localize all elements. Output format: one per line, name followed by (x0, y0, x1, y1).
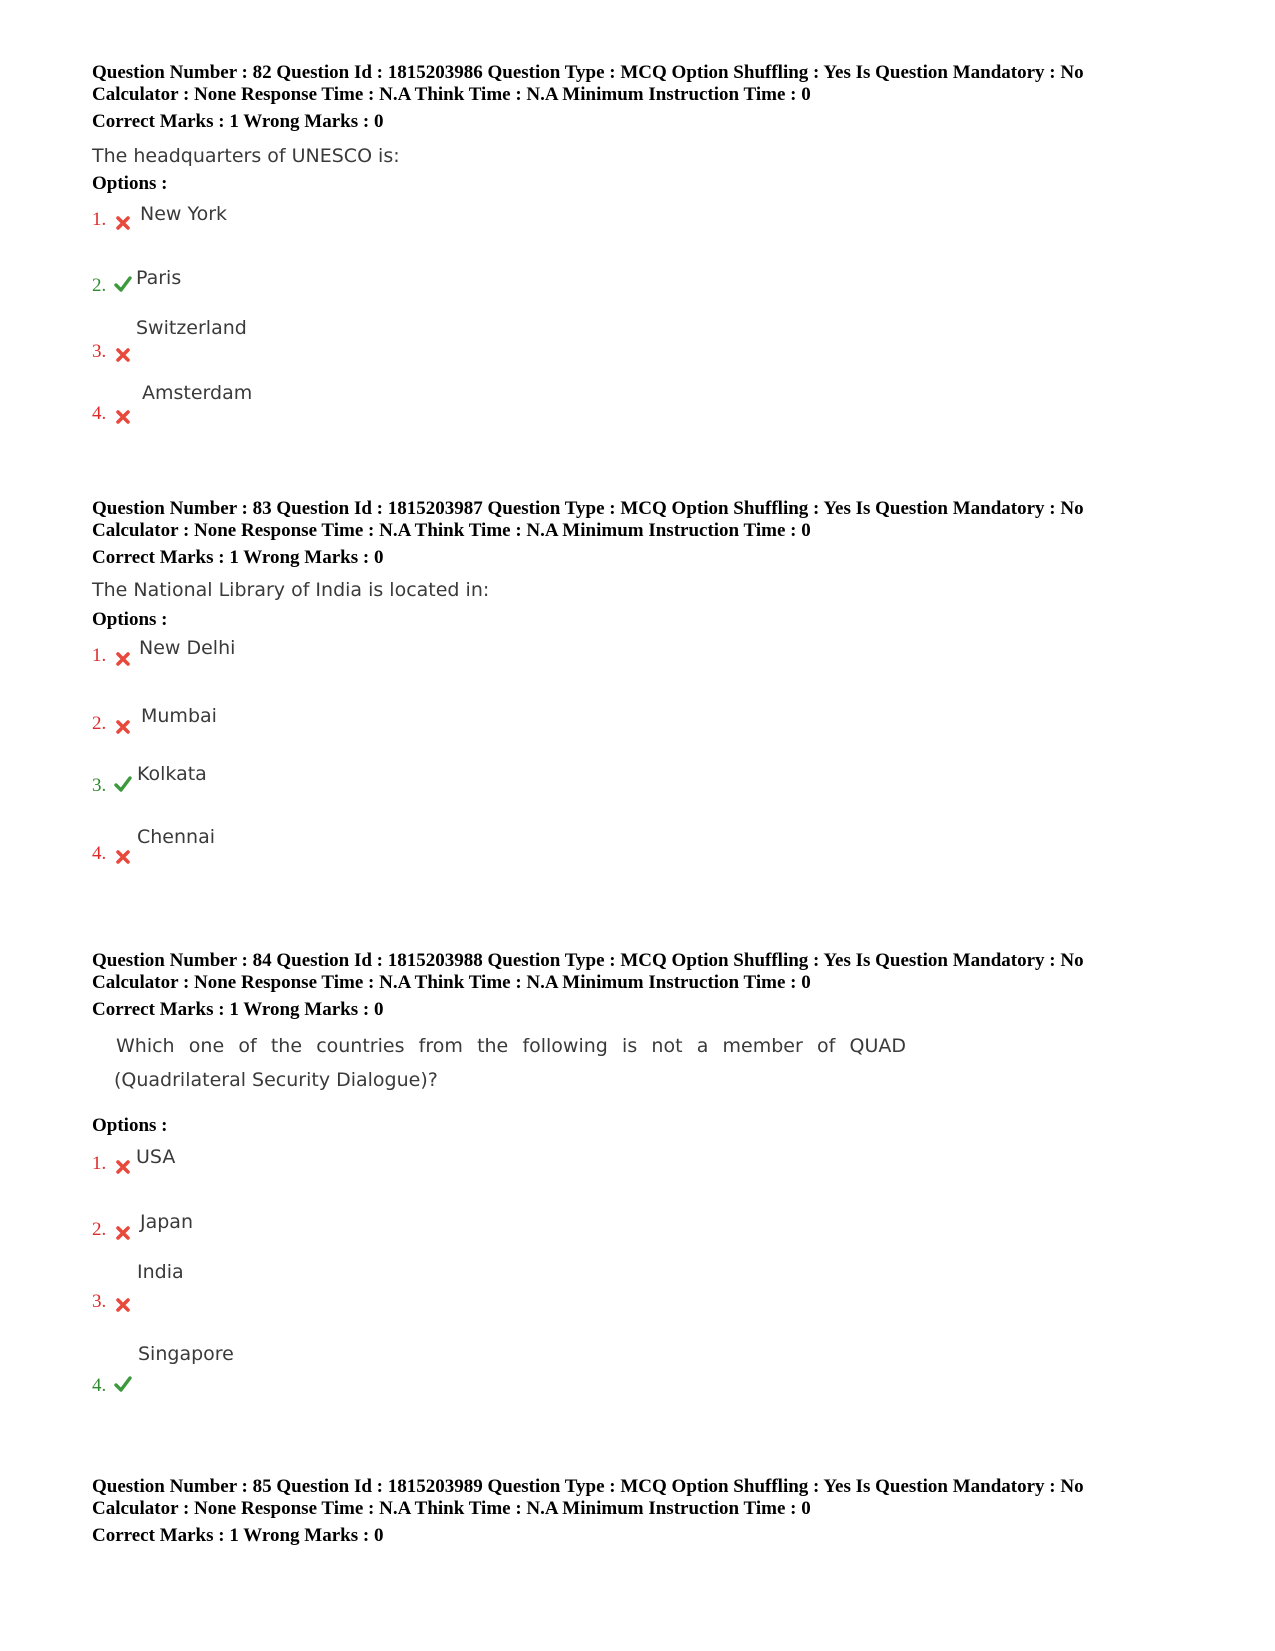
cross-icon (114, 408, 132, 426)
option-text: USA (136, 1146, 176, 1168)
options-label: Options : (92, 609, 168, 630)
option-text: Paris (136, 267, 182, 289)
cross-icon (114, 346, 132, 364)
option-number: 2. (92, 1219, 107, 1240)
question-meta-line2: Calculator : None Response Time : N.A Think Time : N.A Minimum Instruction Time : 0 (92, 520, 811, 541)
question-meta-line2: Calculator : None Response Time : N.A Think Time : N.A Minimum Instruction Time : 0 (92, 84, 811, 105)
check-icon (114, 1375, 132, 1393)
option-number: 2. (92, 275, 107, 296)
question-marks: Correct Marks : 1 Wrong Marks : 0 (92, 999, 384, 1020)
question-meta-line1: Question Number : 83 Question Id : 1815203987 Question Type : MCQ Option Shuffling : Yes Is Question Mandatory : No (92, 498, 1084, 519)
option-text: Chennai (137, 826, 216, 848)
cross-icon (114, 848, 132, 866)
question-block-83 (92, 498, 1192, 891)
cross-icon (114, 1224, 132, 1242)
option-number: 3. (92, 1291, 107, 1312)
option-text: New York (140, 203, 228, 225)
question-block-85 (92, 1476, 1192, 1547)
question-text: The headquarters of UNESCO is: (92, 145, 400, 167)
cross-icon (114, 718, 132, 736)
option-number: 4. (92, 843, 107, 864)
option-number: 3. (92, 341, 107, 362)
question-block-84 (92, 950, 1192, 1407)
option-text: India (137, 1261, 184, 1283)
option-text: Switzerland (136, 317, 247, 339)
question-marks: Correct Marks : 1 Wrong Marks : 0 (92, 547, 384, 568)
check-icon (114, 775, 132, 793)
question-text-line2: (Quadrilateral Security Dialogue)? (114, 1069, 438, 1091)
option-text: Singapore (138, 1343, 234, 1365)
option-number: 1. (92, 645, 107, 666)
option-number: 1. (92, 1153, 107, 1174)
option-number: 4. (92, 403, 107, 424)
question-meta-line2: Calculator : None Response Time : N.A Think Time : N.A Minimum Instruction Time : 0 (92, 972, 811, 993)
question-block-82 (92, 62, 1192, 455)
cross-icon (114, 1158, 132, 1176)
check-icon (114, 275, 132, 293)
option-text: Kolkata (137, 763, 207, 785)
options-label: Options : (92, 1115, 168, 1136)
question-text-line1: Which one of the countries from the following is not a member of QUAD (116, 1035, 906, 1057)
question-meta-line1: Question Number : 84 Question Id : 1815203988 Question Type : MCQ Option Shuffling : Yes Is Question Mandatory : No (92, 950, 1084, 971)
question-marks: Correct Marks : 1 Wrong Marks : 0 (92, 1525, 384, 1546)
option-number: 1. (92, 209, 107, 230)
question-meta-line1: Question Number : 82 Question Id : 1815203986 Question Type : MCQ Option Shuffling : Yes Is Question Mandatory : No (92, 62, 1084, 83)
option-text: Mumbai (141, 705, 217, 727)
question-text: The National Library of India is located in: (92, 579, 490, 601)
option-text: Japan (140, 1211, 193, 1233)
question-marks: Correct Marks : 1 Wrong Marks : 0 (92, 111, 384, 132)
option-text: New Delhi (139, 637, 236, 659)
question-meta-line1: Question Number : 85 Question Id : 1815203989 Question Type : MCQ Option Shuffling : Yes Is Question Mandatory : No (92, 1476, 1084, 1497)
option-number: 4. (92, 1375, 107, 1396)
cross-icon (114, 214, 132, 232)
cross-icon (114, 1296, 132, 1314)
option-number: 2. (92, 713, 107, 734)
cross-icon (114, 650, 132, 668)
option-text: Amsterdam (142, 382, 253, 404)
question-meta-line2: Calculator : None Response Time : N.A Think Time : N.A Minimum Instruction Time : 0 (92, 1498, 811, 1519)
options-label: Options : (92, 173, 168, 194)
option-number: 3. (92, 775, 107, 796)
